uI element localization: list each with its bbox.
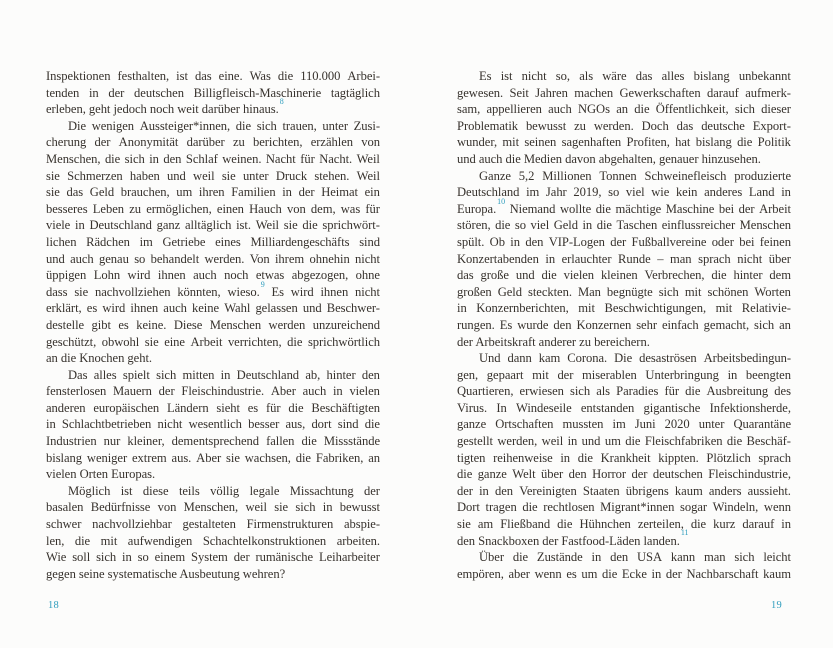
text-line: Problematik bewusst zu werden. Doch das deutsche Export- — [457, 118, 791, 133]
text-line: gegen seine systematische Ausbeutung wehren? — [46, 566, 286, 581]
text-line: cherung der Anonymität darüber zu berichten, erzählen von — [46, 135, 380, 150]
footnote-marker: 11 — [680, 528, 689, 538]
text-line: sie Schmerzen haben und weil sie unter Druck stehen. Weil — [46, 168, 380, 183]
text-line: Es ist nicht so, als wäre das alles bislang unbekannt — [479, 69, 791, 83]
text-line: tigten reihenweise in die Krankheit kippten. Plötzlich sprach — [457, 450, 791, 465]
text-line: Die wenigen Aussteiger*innen, die sich trauen, unter Zusi- — [68, 118, 380, 133]
left-page-number: 18 — [48, 600, 59, 611]
text-line: Wie soll sich in so einem System der rumänische Leiharbeiter — [46, 550, 380, 565]
text-line: spült. Ob in den VIP-Logen der Fußballvereine oder bei feinen — [457, 234, 791, 249]
text-line: das große und die vielen kleinen Verbrechen, die hinter dem — [457, 268, 791, 283]
text-line: Konzertabenden in erlauchter Runde – man sprach nicht über — [457, 251, 791, 266]
text-line: destelle gibt es keine. Diese Menschen werden unzureichend — [46, 317, 380, 332]
text-line: Virus. In Windeseile entstanden gigantische Infektionsherde, — [457, 400, 791, 415]
text-line: die ganze Welt über den Horror der deutschen Fleischindustrie, — [457, 467, 791, 482]
text-line: viele in Deutschland ganz alltäglich ist. Weil sie die sprichwört- — [46, 218, 380, 233]
text-line: fensterlosen Mauern der Fleischindustrie. Aber auch in vielen — [46, 384, 380, 399]
text-line: in Schlachtbetrieben nicht wesentlich besser aus, dort sind die — [46, 417, 380, 432]
text-line: anderen europäischen Ländern sieht es für die Beschäftigten — [46, 400, 380, 415]
text-line: Über die Zustände in den USA kann man sich leicht — [479, 550, 791, 565]
text-line: Europa.$^{10}$ Niemand wollte die mächtige Maschine bei der Arbeit — [457, 196, 791, 216]
text-line: an die Knochen geht. — [46, 351, 153, 366]
text-line: ganze Ortschaften mussten im Juni 2020 unter Quarantäne — [457, 417, 791, 432]
text-line: Dort tragen die rechtlosen Migrant*innen sogar Windeln, wenn — [457, 500, 791, 515]
text-line: Industrien nur kleiner, dementsprechend fallen die Missstände — [46, 434, 380, 449]
text-line: empören, aber wenn es um die Ecke in der Nachbarschaft kaum — [457, 566, 791, 581]
text-line: der Arbeitskraft anderer zu bereichern. — [457, 334, 650, 349]
text-line: und auch genau so behandelt werden. Von ihrem ohnehin nicht — [46, 251, 380, 266]
text-line: dass sie nachvollziehen könnten, wieso.$^9$ Es wird ihnen nicht — [46, 279, 380, 299]
text-line: tenden in der deutschen Billigfleisch-Maschinerie tagtäglich — [46, 85, 380, 100]
text-line: erklärt, es wird ihnen auch keine Wahl gelassen und Beschwer- — [46, 301, 380, 316]
text-line: schwer nachvollziehbar gestalteten Firmenstrukturen abspie- — [46, 517, 380, 532]
text-line: len, die mit aufwendigen Schachtelkonstruktionen arbeiten. — [46, 533, 380, 548]
text-line: der in den Vereinigten Staaten übrigens kaum anders aussieht. — [457, 483, 791, 498]
text-line: Und dann kam Corona. Die desaströsen Arbeitsbedingun- — [479, 351, 791, 366]
right-page-number: 19 — [771, 600, 782, 611]
text-line: gewesen. Seit Jahren machen Gewerkschaften darauf aufmerk- — [457, 85, 791, 100]
footnote-marker: 10 — [497, 196, 506, 206]
left-page-text — [46, 68, 380, 582]
text-line: vielen Orten Europas. — [46, 467, 156, 482]
text-line: sie am Fließband die Hühnchen zerteilen, die kurz darauf in — [457, 517, 791, 532]
text-line: erleben, geht jedoch noch weit darüber hinaus.$^8$ — [46, 97, 284, 117]
text-line: Inspektionen festhalten, ist das eine. Was die 110.000 Arbei- — [46, 69, 380, 83]
text-line: Quartieren, erwiesen sich als Paradies für die Ausbreitung des — [457, 384, 791, 399]
text-line: Möglich ist diese teils völlig legale Missachtung der — [68, 483, 380, 498]
text-line: sam, appellieren auch NGOs an die Öffentlichkeit, sich dieser — [457, 102, 791, 117]
text-line: wunder, mit seinen sagenhaften Profiten, hat bislang die Politik — [457, 135, 791, 150]
text-line: üppigen Lohn wird ihnen auch noch etwas abgezogen, ohne — [46, 268, 380, 283]
text-line: Menschen, die sich in den Schlaf weinen. Nacht für Nacht. Weil — [46, 151, 380, 166]
text-line: bislang weniger extrem aus. Aber sie wachsen, die Fabriken, an — [46, 450, 380, 465]
text-line: geschützt, obwohl sie eine Arbeit verrichten, die sprichwörtlich — [46, 334, 380, 349]
text-line: basalen Bedürfnisse von Menschen, weil sie sich in bewusst — [46, 500, 380, 515]
text-line: und auch die Medien davon abgehalten, genauer hinzusehen. — [457, 151, 761, 166]
text-line: großen Geld steckten. Man begnügte sich mit schönen Worten — [457, 284, 791, 299]
text-line: lichen Rädchen im Getriebe eines Milliardengeschäfts sind — [46, 234, 380, 249]
text-line: Das alles spielt sich mitten in Deutschland ab, hinter den — [68, 367, 380, 382]
text-line: besseres Leben zu ermöglichen, einen Hauch von dem, was für — [46, 201, 380, 216]
text-line: den Snackboxen der Fastfood-Läden landen.$^{11}$ — [457, 528, 689, 548]
text-line: gestellt werden, weil in und um die Fleischfabriken die Beschäf- — [457, 434, 791, 449]
text-line: gen, gepaart mit der miserablen Unterbringung in beengten — [457, 367, 791, 382]
footnote-marker: 9 — [260, 279, 265, 289]
right-page-text — [457, 68, 791, 582]
text-line: Ganze 5,2 Millionen Tonnen Schweinefleisch produzierte — [479, 168, 791, 183]
text-line: stören, die so viel Geld in die Taschen einflussreicher Menschen — [457, 218, 791, 233]
text-line: Deutschland im Jahr 2019, so viel wie kein anderes Land in — [457, 185, 791, 200]
text-line: rungen. Es wurde den Konzernen sehr einfach gemacht, sich an — [457, 317, 791, 332]
text-line: in Konzernberichten, mit Beschwichtigungen, mit Relativie- — [457, 301, 791, 316]
footnote-marker: 8 — [279, 97, 284, 106]
text-line: sie das Geld brauchen, um ihren Familien in der Heimat ein — [46, 185, 380, 200]
